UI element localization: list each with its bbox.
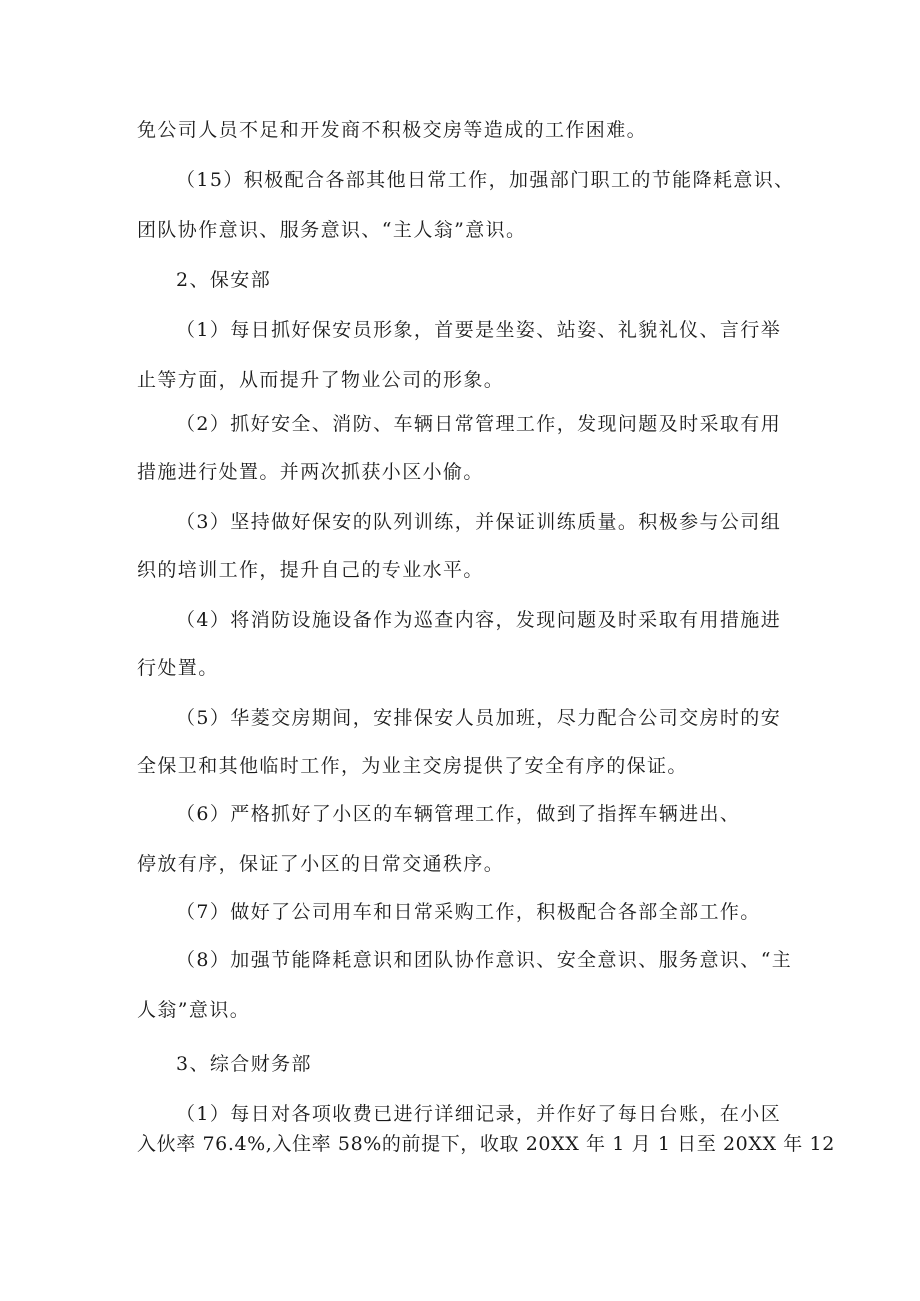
paragraph-line: （1）每日对各项收费已进行详细记录，并作好了每日台账，在小区 [176, 1103, 782, 1125]
paragraph-line: （6）严格抓好了小区的车辆管理工作，做到了指挥车辆进出、 [176, 803, 741, 825]
paragraph-line: 止等方面，从而提升了物业公司的形象。 [137, 369, 505, 391]
paragraph-line: 免公司人员不足和开发商不积极交房等造成的工作困难。 [137, 119, 648, 141]
paragraph-line: 措施进行处置。并两次抓获小区小偷。 [137, 461, 484, 483]
paragraph-line: 行处置。 [137, 657, 219, 679]
paragraph-line: 全保卫和其他临时工作，为业主交房提供了安全有序的保证。 [137, 755, 688, 777]
paragraph-line: （8）加强节能降耗意识和团队协作意识、安全意识、服务意识、“主 [176, 949, 793, 971]
paragraph-line: （4）将消防设施设备作为巡查内容，发现问题及时采取有用措施进 [176, 609, 782, 631]
paragraph-line: 织的培训工作，提升自己的专业水平。 [137, 559, 484, 581]
paragraph-line: （2）抓好安全、消防、车辆日常管理工作，发现问题及时采取有用 [176, 413, 782, 435]
paragraph-line: （5）华菱交房期间，安排保安人员加班，尽力配合公司交房时的安 [176, 707, 782, 729]
paragraph-line: （15）积极配合各部其他日常工作，加强部门职工的节能降耗意识、 [176, 169, 795, 191]
paragraph-line: 团队协作意识、服务意识、“主人翁”意识。 [137, 219, 527, 241]
paragraph-line: 入伙率 76.4%,入住率 58%的前提下，收取 20XX 年 1 月 1 日至 20XX 年 12 [137, 1133, 835, 1155]
section-heading: 3、综合财务部 [176, 1053, 312, 1075]
paragraph-line: （7）做好了公司用车和日常采购工作，积极配合各部全部工作。 [176, 901, 761, 923]
paragraph-line: 停放有序，保证了小区的日常交通秩序。 [137, 853, 505, 875]
paragraph-line: （1）每日抓好保安员形象，首要是坐姿、站姿、礼貌礼仪、言行举 [176, 319, 782, 341]
paragraph-line: 人翁”意识。 [137, 999, 251, 1021]
paragraph-line: （3）坚持做好保安的队列训练，并保证训练质量。积极参与公司组 [176, 511, 782, 533]
section-heading: 2、保安部 [176, 269, 272, 291]
